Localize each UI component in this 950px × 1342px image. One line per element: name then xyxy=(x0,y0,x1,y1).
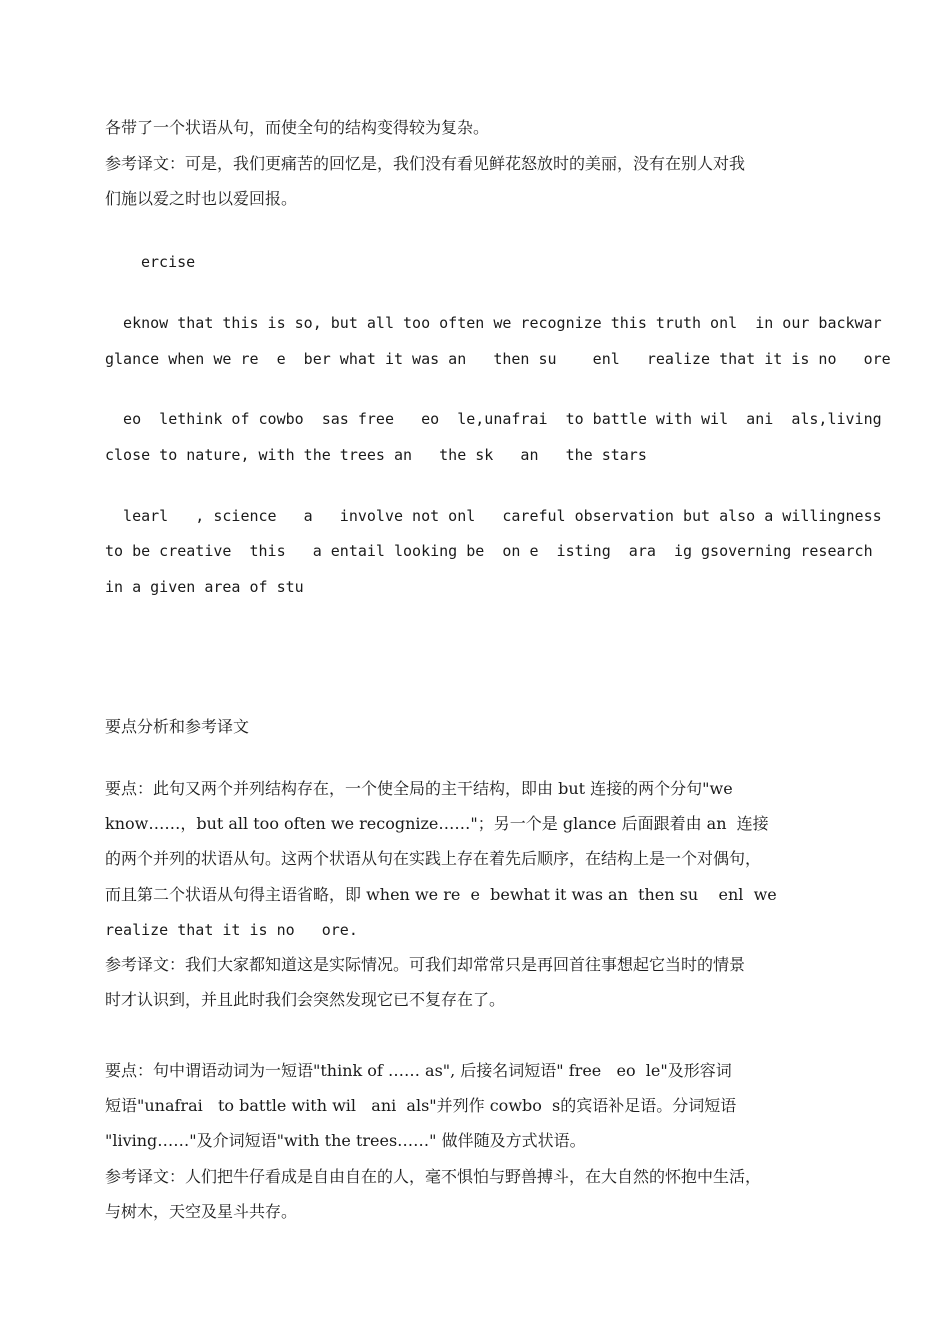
exercise-sentence-1-line: eknow that this is so, but all too often we recognize this truth onl in our backwar xyxy=(105,314,882,332)
analysis-point-2-translation: 与树木，天空及星斗共存。 xyxy=(105,1202,298,1221)
analysis-point-1-line: 而且第二个状语从句得主语省略，即 when we re e bewhat it was an then su enl we xyxy=(105,885,777,904)
exercise-sentence-3-line: learl , science a involve not onl careful observation but also a willingness xyxy=(105,507,882,525)
intro-translation-line: 参考译文：可是，我们更痛苦的回忆是，我们没有看见鲜花怒放时的美丽，没有在别人对我 xyxy=(105,154,746,173)
analysis-point-1-translation: 时才认识到，并且此时我们会突然发现它已不复存在了。 xyxy=(105,990,506,1009)
exercise-sentence-2-line: close to nature, with the trees an the sk an the stars xyxy=(105,446,647,464)
analysis-point-1-line: realize that it is no ore. xyxy=(105,921,358,939)
exercise-sentence-3-line: to be creative this a entail looking be on e isting ara ig gsoverning research xyxy=(105,542,873,560)
exercise-sentence-2-line: eo lethink of cowbo sas free eo le,unafrai to battle with wil ani als,living xyxy=(105,410,882,428)
analysis-point-1-translation: 参考译文：我们大家都知道这是实际情况。可我们却常常只是再回首往事想起它当时的情景 xyxy=(105,955,746,974)
exercise-sentence-3-line: in a given area of stu xyxy=(105,578,304,596)
analysis-point-2-line: "living……"及介词短语"with the trees……" 做伴随及方式状语。 xyxy=(105,1131,586,1150)
analysis-heading: 要点分析和参考译文 xyxy=(105,717,250,736)
analysis-point-2-line: 短语"unafrai to battle with wil ani als"并列作 cowbo s的宾语补足语。分词短语 xyxy=(105,1096,737,1115)
intro-translation-line: 们施以爱之时也以爱回报。 xyxy=(105,189,298,208)
analysis-point-1-line: 要点：此句又两个并列结构存在，一个使全局的主干结构，即由 but 连接的两个分句"we xyxy=(105,779,733,798)
intro-line: 各带了一个状语从句，而使全句的结构变得较为复杂。 xyxy=(105,118,490,137)
analysis-point-2-line: 要点：句中谓语动词为一短语"think of …… as", 后接名词短语" free eo le"及形容词 xyxy=(105,1061,732,1080)
exercise-heading: ercise xyxy=(141,253,196,271)
analysis-point-2-translation: 参考译文：人们把牛仔看成是自由自在的人，毫不惧怕与野兽搏斗，在大自然的怀抱中生活， xyxy=(105,1167,762,1186)
analysis-point-1-line: know……，but all too often we recognize……"；另一个是 glance 后面跟着由 an 连接 xyxy=(105,814,769,833)
analysis-point-1-line: 的两个并列的状语从句。这两个状语从句在实践上存在着先后顺序，在结构上是一个对偶句， xyxy=(105,849,762,868)
exercise-sentence-1-line: glance when we re e ber what it was an then su enl realize that it is no ore xyxy=(105,350,891,368)
